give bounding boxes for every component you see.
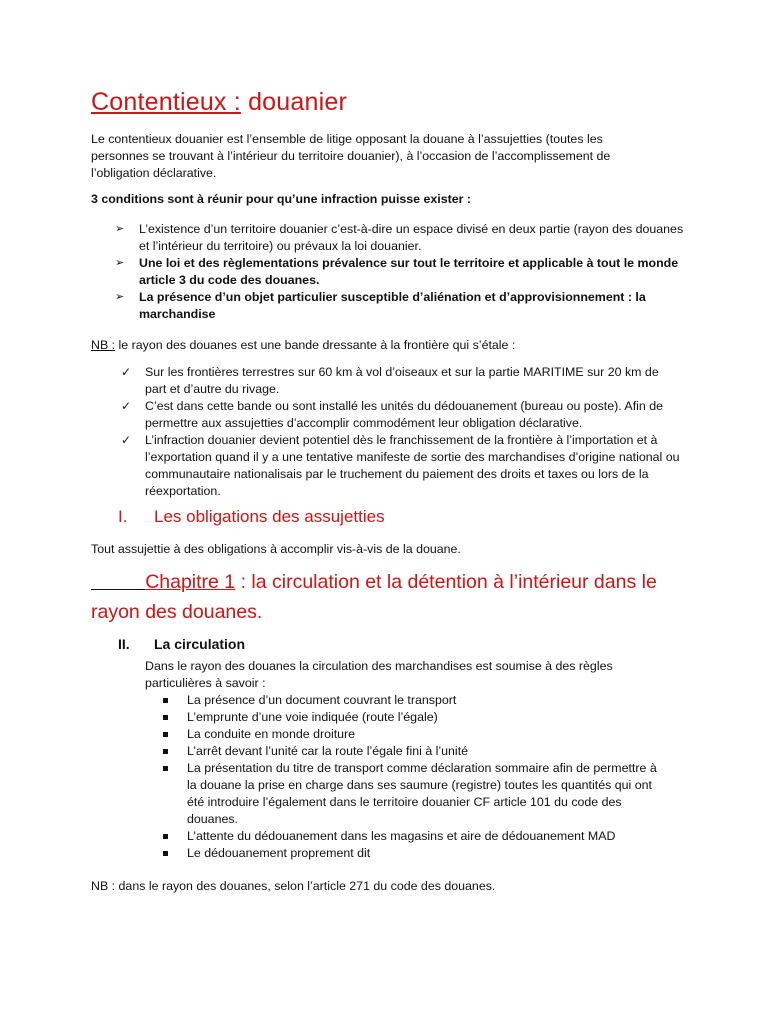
chapter-heading bbox=[91, 567, 691, 627]
section-1-text: Tout assujettie à des obligations à accomplir vis-à-vis de la douane. bbox=[91, 542, 461, 556]
arrow-bullet-icon: ➢ bbox=[115, 257, 125, 269]
list-item bbox=[163, 828, 663, 845]
nb-article-271: NB : dans le rayon des douanes, selon l’article 271 du code des douanes. bbox=[91, 879, 496, 893]
checkmark-icon: ✓ bbox=[121, 365, 132, 379]
list-item bbox=[163, 743, 663, 760]
document-title bbox=[91, 88, 347, 117]
section-heading-2 bbox=[118, 636, 245, 652]
nb-rayon bbox=[91, 337, 691, 354]
list-item-text: C’est dans cette bande ou sont installé les unités du dédouanement (bureau ou poste). Afin de permettre aux assujetties d’accomplir commodément leur obligation déclarative. bbox=[145, 399, 664, 430]
title-part-1: Contentieux : bbox=[91, 88, 241, 116]
arrow-bullet-icon: ➢ bbox=[115, 223, 125, 235]
list-item bbox=[163, 760, 663, 828]
intro-paragraph: Le contentieux douanier est l’ensemble de litige opposant la douane à l’assujetties (toutes les personnes se trouvant à l’intérieur du territoire douanier), à l’occasion de l’accomplissement de l’obligation déclarative. bbox=[91, 132, 611, 180]
list-item-text: La présence d’un objet particulier susceptible d’aliénation et d’approvisionnement : la marchandise bbox=[139, 290, 646, 321]
list-item bbox=[121, 432, 681, 500]
circulation-intro: Dans le rayon des douanes la circulation des marchandises est soumise à des règles particulières à savoir : bbox=[145, 659, 613, 690]
chapter-dot: . bbox=[256, 601, 263, 623]
section-title: Les obligations des assujetties bbox=[154, 507, 385, 526]
list-item bbox=[163, 845, 663, 862]
conditions-intro: 3 conditions sont à réunir pour qu’une infraction puisse exister : bbox=[91, 192, 472, 206]
rayon-list bbox=[121, 364, 681, 500]
list-item-text: La présentation du titre de transport comme déclaration sommaire afin de permettre à la douane la prise en charge dans ses saumure (registre) toutes les quantités qui ont été introduire l’également dans le territoire douanier CF article 101 du code des douanes. bbox=[187, 761, 657, 826]
conditions-list bbox=[115, 221, 685, 323]
square-bullet-icon bbox=[163, 749, 168, 754]
list-item bbox=[115, 289, 685, 323]
chapter-label: Chapitre 1 bbox=[145, 571, 236, 593]
list-item-text: L’attente du dédouanement dans les magasins et aire de dédouanement MAD bbox=[187, 829, 616, 843]
list-item bbox=[163, 692, 663, 709]
square-bullet-icon bbox=[163, 698, 168, 703]
list-item-text: La conduite en monde droiture bbox=[187, 727, 356, 741]
square-bullet-icon bbox=[163, 851, 168, 856]
chapter-title: : la circulation et la détention à l’intérieur dans le rayon des douanes bbox=[91, 571, 657, 623]
section-title: La circulation bbox=[154, 636, 246, 652]
square-bullet-icon bbox=[163, 715, 168, 720]
list-item bbox=[115, 255, 685, 289]
list-item-text: Sur les frontières terrestres sur 60 km à vol d’oiseaux et sur la partie MARITIME sur 20 km de part et d’autre du rivage. bbox=[145, 365, 659, 396]
circulation-list bbox=[163, 692, 663, 862]
list-item-text: L’existence d’un territoire douanier c’est-à-dire un espace divisé en deux partie (rayon des douanes et l’intérieur du territoire) ou prévaux la loi douanier. bbox=[139, 222, 684, 253]
list-item-text: Une loi et des règlementations prévalence sur tout le territoire et applicable à tout le monde article 3 du code des douanes. bbox=[139, 256, 679, 287]
checkmark-icon: ✓ bbox=[121, 399, 132, 413]
list-item bbox=[163, 709, 663, 726]
section-number: II. bbox=[118, 636, 130, 652]
list-item bbox=[121, 364, 681, 398]
title-part-2: douanier bbox=[240, 88, 347, 116]
list-item bbox=[121, 398, 681, 432]
square-bullet-icon bbox=[163, 834, 168, 839]
arrow-bullet-icon: ➢ bbox=[115, 291, 125, 303]
section-number: I. bbox=[118, 507, 128, 526]
square-bullet-icon bbox=[163, 732, 168, 737]
list-item-text: La présence d’un document couvrant le transport bbox=[187, 693, 457, 707]
list-item-text: L’arrêt devant l’unité car la route l’égale fini à l’unité bbox=[187, 744, 469, 758]
list-item-text: L’infraction douanier devient potentiel dès le franchissement de la frontière à l’importation et à l’exportation quand il y a une tentative manifeste de sortie des marchandises d’origine national ou communautaire nationalisais par le truchement du paiement des droits et taxes ou lors de la réexportation. bbox=[145, 433, 680, 498]
list-item-text: Le dédouanement proprement dit bbox=[187, 846, 371, 860]
checkmark-icon: ✓ bbox=[121, 433, 132, 447]
square-bullet-icon bbox=[163, 766, 168, 771]
section-heading-1 bbox=[118, 507, 385, 527]
nb-text: le rayon des douanes est une bande dressante à la frontière qui s’étale : bbox=[115, 338, 516, 352]
list-item bbox=[163, 726, 663, 743]
chapter-lead-underline bbox=[91, 571, 145, 593]
list-item bbox=[115, 221, 685, 255]
nb-label: NB : bbox=[91, 338, 116, 352]
list-item-text: L’emprunte d’une voie indiquée (route l’égale) bbox=[187, 710, 438, 724]
